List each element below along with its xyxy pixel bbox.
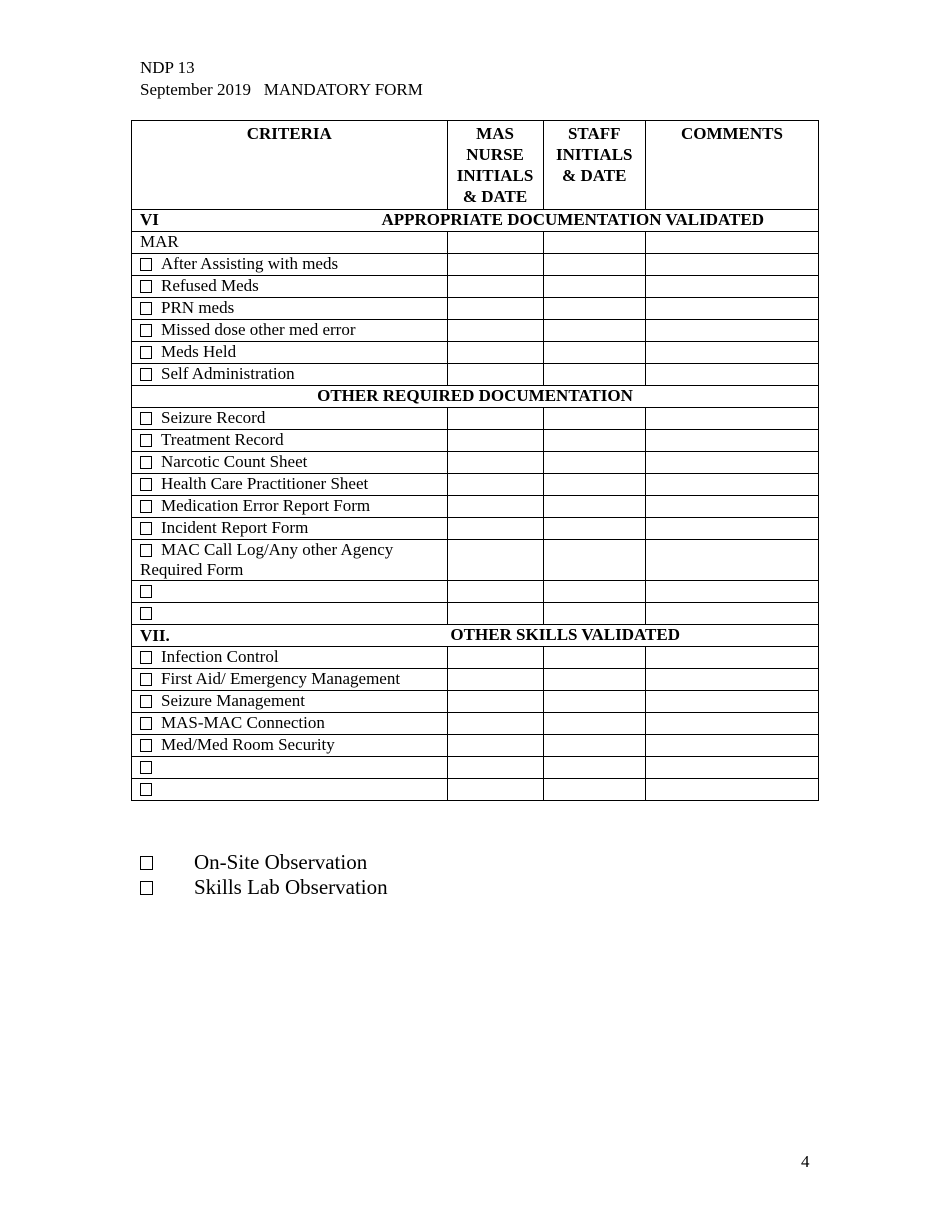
checkbox[interactable]	[140, 434, 152, 447]
table-row: Meds Held	[132, 342, 819, 364]
page-number: 4	[801, 1152, 810, 1171]
other-docs-title: OTHER REQUIRED DOCUMENTATION	[132, 386, 819, 408]
table-row: First Aid/ Emergency Management	[132, 669, 819, 691]
list-item: On-Site Observation	[140, 850, 388, 875]
checkbox[interactable]	[140, 651, 152, 664]
table-row: Missed dose other med error	[132, 320, 819, 342]
table-row: MAC Call Log/Any other Agency Required Form	[132, 540, 819, 581]
checkbox[interactable]	[140, 717, 152, 730]
checkbox[interactable]	[140, 302, 152, 315]
observation-options	[140, 850, 388, 900]
table-row: Refused Meds	[132, 276, 819, 298]
table-row	[132, 581, 819, 603]
checkbox[interactable]	[140, 346, 152, 359]
table-row: After Assisting with meds	[132, 254, 819, 276]
table-row: PRN meds	[132, 298, 819, 320]
table-row	[132, 232, 819, 254]
table-row: Incident Report Form	[132, 518, 819, 540]
validation-table	[131, 120, 819, 801]
checkbox[interactable]	[140, 368, 152, 381]
checkbox[interactable]	[140, 258, 152, 271]
section-vii-number: VII.	[140, 626, 170, 645]
section-vi-title: APPROPRIATE DOCUMENTATION VALIDATED	[381, 210, 764, 229]
table-row: Narcotic Count Sheet	[132, 452, 819, 474]
checkbox[interactable]	[140, 544, 152, 557]
section-vii-row	[132, 625, 819, 647]
table-row: Treatment Record	[132, 430, 819, 452]
table-row: Seizure Record	[132, 408, 819, 430]
checkbox[interactable]	[140, 522, 152, 535]
section-vi-row	[132, 210, 819, 232]
checkbox[interactable]	[140, 585, 152, 598]
mar-label: MAR	[132, 232, 448, 254]
page-header	[140, 57, 423, 101]
table-row: Infection Control	[132, 647, 819, 669]
table-row: Med/Med Room Security	[132, 735, 819, 757]
table-row: Medication Error Report Form	[132, 496, 819, 518]
checkbox[interactable]	[140, 695, 152, 708]
checkbox[interactable]	[140, 500, 152, 513]
table-row: Seizure Management	[132, 691, 819, 713]
checkbox[interactable]	[140, 783, 152, 796]
mas-nurse-header: MAS NURSE INITIALS & DATE	[447, 121, 543, 210]
on-site-checkbox[interactable]	[140, 856, 153, 870]
table-row	[132, 779, 819, 801]
other-docs-row	[132, 386, 819, 408]
checkbox[interactable]	[140, 607, 152, 620]
checkbox[interactable]	[140, 761, 152, 774]
table-row: Health Care Practitioner Sheet	[132, 474, 819, 496]
staff-header: STAFF INITIALS & DATE	[543, 121, 645, 210]
checkbox[interactable]	[140, 673, 152, 686]
table-header-row	[132, 121, 819, 210]
checkbox[interactable]	[140, 456, 152, 469]
section-vi-number: VI	[140, 210, 159, 229]
table-row	[132, 757, 819, 779]
checkbox[interactable]	[140, 739, 152, 752]
comments-header: COMMENTS	[645, 121, 818, 210]
checkbox[interactable]	[140, 324, 152, 337]
skills-lab-checkbox[interactable]	[140, 881, 153, 895]
checkbox[interactable]	[140, 280, 152, 293]
doc-code: NDP 13	[140, 58, 195, 77]
table-row	[132, 603, 819, 625]
checkbox[interactable]	[140, 478, 152, 491]
table-row: MAS-MAC Connection	[132, 713, 819, 735]
table-row: Self Administration	[132, 364, 819, 386]
section-vii-title: OTHER SKILLS VALIDATED	[450, 625, 680, 644]
checkbox[interactable]	[140, 412, 152, 425]
list-item: Skills Lab Observation	[140, 875, 388, 900]
criteria-header: CRITERIA	[132, 121, 448, 210]
doc-date-title: September 2019 MANDATORY FORM	[140, 80, 423, 99]
